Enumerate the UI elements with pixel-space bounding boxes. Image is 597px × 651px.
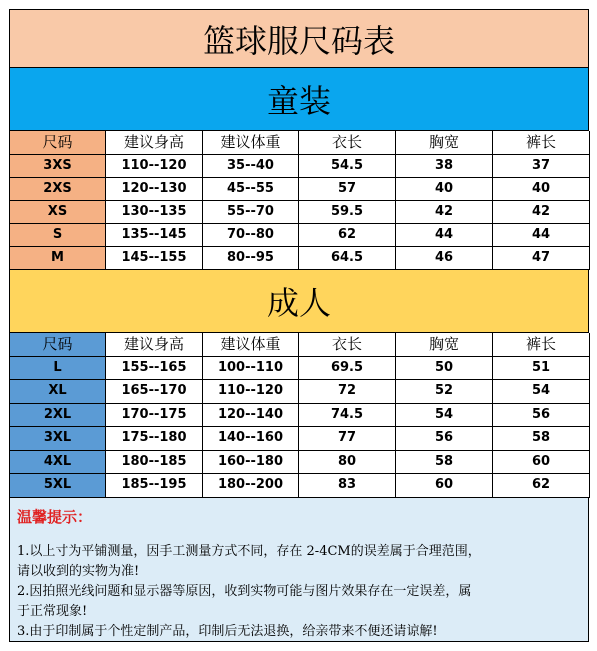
table-cell: 58	[396, 450, 493, 474]
table-cell: 80	[299, 450, 396, 474]
table-header-row	[10, 131, 590, 154]
size-cell: 2XS	[10, 177, 106, 200]
table-cell: 80--95	[203, 246, 299, 269]
size-cell: 5XL	[10, 474, 106, 498]
size-cell: M	[10, 246, 106, 269]
column-header: 尺码	[10, 131, 106, 154]
table-cell: 37	[493, 154, 590, 177]
table-row	[10, 403, 590, 427]
adults-size-table	[9, 333, 590, 498]
column-header: 建议体重	[203, 131, 299, 154]
table-cell: 110--120	[203, 380, 299, 404]
table-row	[10, 427, 590, 451]
table-cell: 130--135	[106, 200, 203, 223]
table-row	[10, 450, 590, 474]
table-cell: 180--185	[106, 450, 203, 474]
notes-line: 2.因拍照光线问题和显示器等原因，收到实物可能与图片效果存在一定误差，属	[17, 583, 472, 599]
table-cell: 74.5	[299, 403, 396, 427]
table-cell: 100--110	[203, 356, 299, 380]
table-cell: 44	[493, 223, 590, 246]
table-cell: 165--170	[106, 380, 203, 404]
size-cell: 2XL	[10, 403, 106, 427]
table-cell: 44	[396, 223, 493, 246]
notes-box	[9, 498, 589, 642]
size-cell: 4XL	[10, 450, 106, 474]
table-cell: 51	[493, 356, 590, 380]
kids-size-table	[9, 131, 590, 270]
table-cell: 120--130	[106, 177, 203, 200]
table-cell: 135--145	[106, 223, 203, 246]
table-row	[10, 223, 590, 246]
column-header: 尺码	[10, 333, 106, 357]
column-header: 建议身高	[106, 131, 203, 154]
table-row	[10, 356, 590, 380]
table-row	[10, 154, 590, 177]
table-cell: 54	[396, 403, 493, 427]
size-cell: S	[10, 223, 106, 246]
column-header: 胸宽	[396, 131, 493, 154]
table-cell: 58	[493, 427, 590, 451]
size-chart	[9, 9, 589, 642]
column-header: 衣长	[299, 131, 396, 154]
table-cell: 60	[396, 474, 493, 498]
table-cell: 54.5	[299, 154, 396, 177]
table-cell: 60	[493, 450, 590, 474]
adults-section-label: 成人	[9, 270, 589, 333]
column-header: 胸宽	[396, 333, 493, 357]
table-cell: 50	[396, 356, 493, 380]
table-cell: 54	[493, 380, 590, 404]
size-cell: 3XL	[10, 427, 106, 451]
table-row	[10, 177, 590, 200]
size-cell: XL	[10, 380, 106, 404]
column-header: 建议体重	[203, 333, 299, 357]
size-cell: L	[10, 356, 106, 380]
table-cell: 56	[493, 403, 590, 427]
table-cell: 38	[396, 154, 493, 177]
table-cell: 175--180	[106, 427, 203, 451]
table-cell: 45--55	[203, 177, 299, 200]
kids-section-label: 童装	[9, 68, 589, 131]
table-cell: 145--155	[106, 246, 203, 269]
table-cell: 180--200	[203, 474, 299, 498]
table-cell: 62	[493, 474, 590, 498]
table-cell: 59.5	[299, 200, 396, 223]
table-cell: 120--140	[203, 403, 299, 427]
table-cell: 57	[299, 177, 396, 200]
table-cell: 46	[396, 246, 493, 269]
size-cell: XS	[10, 200, 106, 223]
table-cell: 64.5	[299, 246, 396, 269]
table-cell: 40	[493, 177, 590, 200]
column-header: 裤长	[493, 333, 590, 357]
table-row	[10, 246, 590, 269]
table-cell: 62	[299, 223, 396, 246]
notes-line: 3.由于印制属于个性定制产品，印制后无法退换，给亲带来不便还请谅解!	[17, 623, 438, 639]
table-cell: 160--180	[203, 450, 299, 474]
notes-line: 请以收到的实物为准!	[17, 563, 140, 579]
table-cell: 40	[396, 177, 493, 200]
table-cell: 72	[299, 380, 396, 404]
table-cell: 55--70	[203, 200, 299, 223]
column-header: 裤长	[493, 131, 590, 154]
column-header: 建议身高	[106, 333, 203, 357]
page-title: 篮球服尺码表	[9, 9, 589, 68]
table-cell: 185--195	[106, 474, 203, 498]
table-row	[10, 200, 590, 223]
table-header-row	[10, 333, 590, 357]
notes-line: 于正常现象!	[17, 603, 88, 619]
table-cell: 69.5	[299, 356, 396, 380]
size-cell: 3XS	[10, 154, 106, 177]
table-row	[10, 380, 590, 404]
table-cell: 47	[493, 246, 590, 269]
table-cell: 77	[299, 427, 396, 451]
table-cell: 35--40	[203, 154, 299, 177]
notes-line: 1.以上寸为平铺测量，因手工测量方式不同，存在 2-4CM的误差属于合理范围，	[17, 543, 481, 559]
table-cell: 140--160	[203, 427, 299, 451]
table-cell: 42	[396, 200, 493, 223]
table-cell: 52	[396, 380, 493, 404]
table-row	[10, 474, 590, 498]
table-cell: 83	[299, 474, 396, 498]
column-header: 衣长	[299, 333, 396, 357]
table-cell: 70--80	[203, 223, 299, 246]
table-cell: 170--175	[106, 403, 203, 427]
table-cell: 155--165	[106, 356, 203, 380]
table-cell: 56	[396, 427, 493, 451]
notes-heading: 温馨提示：	[17, 507, 93, 526]
table-cell: 42	[493, 200, 590, 223]
table-cell: 110--120	[106, 154, 203, 177]
